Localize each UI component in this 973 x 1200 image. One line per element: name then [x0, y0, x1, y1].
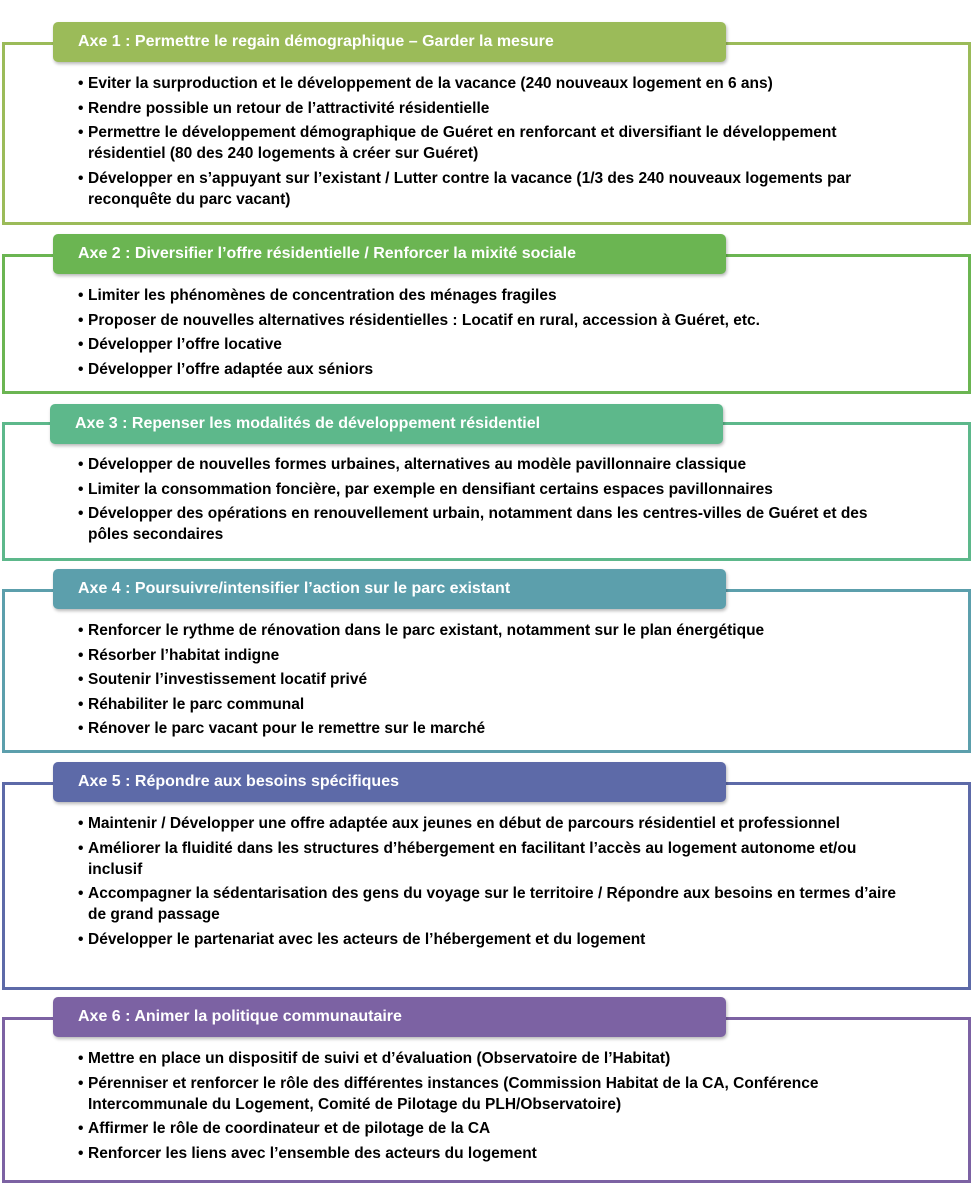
axe-2-panel: [0, 234, 973, 394]
axe-3-list: [78, 454, 905, 549]
list-item: • Accompagner la sédentarisation des gens du voyage sur le territoire / Répondre aux besoins en termes d’aire de grand passage: [78, 883, 905, 925]
axe-5-panel: [0, 762, 973, 990]
list-item: • Développer de nouvelles formes urbaines, alternatives au modèle pavillonnaire classique: [78, 454, 905, 475]
axe-4-panel: [0, 569, 973, 753]
axe-6-list: [78, 1048, 905, 1167]
list-item: • Affirmer le rôle de coordinateur et de pilotage de la CA: [78, 1118, 905, 1139]
list-item: • Développer l’offre locative: [78, 334, 905, 355]
axe-6-panel: [0, 997, 973, 1183]
axe-2-title: Axe 2 : Diversifier l’offre résidentielle / Renforcer la mixité sociale: [53, 234, 726, 274]
list-item: • Limiter la consommation foncière, par exemple en densifiant certains espaces pavillonnaires: [78, 479, 905, 500]
list-item: • Permettre le développement démographique de Guéret en renforcant et diversifiant le développement résidentiel (80 des 240 logements à créer sur Guéret): [78, 122, 905, 164]
axe-5-list: [78, 813, 905, 953]
list-item: • Réhabiliter le parc communal: [78, 694, 905, 715]
axe-6-title: Axe 6 : Animer la politique communautaire: [53, 997, 726, 1037]
list-item: • Maintenir / Développer une offre adaptée aux jeunes en début de parcours résidentiel et professionnel: [78, 813, 905, 834]
list-item: • Eviter la surproduction et le développement de la vacance (240 nouveaux logement en 6 ans): [78, 73, 905, 94]
axe-3-panel: [0, 404, 973, 561]
list-item: • Proposer de nouvelles alternatives résidentielles : Locatif en rural, accession à Guéret, etc.: [78, 310, 905, 331]
list-item: • Soutenir l’investissement locatif privé: [78, 669, 905, 690]
list-item: • Améliorer la fluidité dans les structures d’hébergement en facilitant l’accès au logement autonome et/ou inclusif: [78, 838, 905, 880]
axe-4-list: [78, 620, 905, 743]
axe-1-list: [78, 73, 905, 213]
list-item: • Mettre en place un dispositif de suivi et d’évaluation (Observatoire de l’Habitat): [78, 1048, 905, 1069]
list-item: • Pérenniser et renforcer le rôle des différentes instances (Commission Habitat de la CA, Conférence Intercommunale du Logement, Comité de Pilotage du PLH/Observatoire): [78, 1073, 905, 1115]
list-item: • Développer l’offre adaptée aux séniors: [78, 359, 905, 380]
axe-4-title: Axe 4 : Poursuivre/intensifier l’action sur le parc existant: [53, 569, 726, 609]
list-item: • Rendre possible un retour de l’attractivité résidentielle: [78, 98, 905, 119]
list-item: • Limiter les phénomènes de concentration des ménages fragiles: [78, 285, 905, 306]
list-item: • Développer en s’appuyant sur l’existant / Lutter contre la vacance (1/3 des 240 nouveaux logements par reconquête du parc vacant): [78, 168, 905, 210]
list-item: • Résorber l’habitat indigne: [78, 645, 905, 666]
axe-5-title: Axe 5 : Répondre aux besoins spécifiques: [53, 762, 726, 802]
list-item: • Renforcer le rythme de rénovation dans le parc existant, notamment sur le plan énergétique: [78, 620, 905, 641]
list-item: • Développer le partenariat avec les acteurs de l’hébergement et du logement: [78, 929, 905, 950]
axe-3-title: Axe 3 : Repenser les modalités de développement résidentiel: [50, 404, 723, 444]
list-item: • Renforcer les liens avec l’ensemble des acteurs du logement: [78, 1143, 905, 1164]
axe-2-list: [78, 285, 905, 383]
list-item: • Développer des opérations en renouvellement urbain, notamment dans les centres-villes de Guéret et des pôles secondaires: [78, 503, 905, 545]
list-item: • Rénover le parc vacant pour le remettre sur le marché: [78, 718, 905, 739]
axe-1-title: Axe 1 : Permettre le regain démographique – Garder la mesure: [53, 22, 726, 62]
axe-1-panel: [0, 22, 973, 225]
